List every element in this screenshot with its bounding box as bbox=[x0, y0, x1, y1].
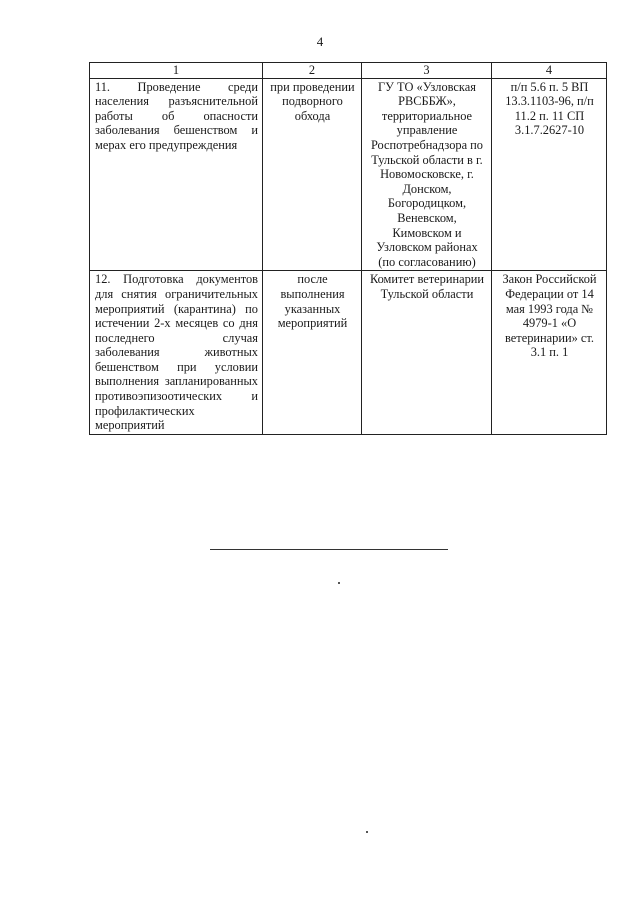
term-cell: при проведении подворного обхода bbox=[263, 78, 362, 271]
event-cell: 11. Проведение среди населения разъяснительной работы об опасности заболевания бешенством и мерах его предупреждения bbox=[90, 78, 263, 271]
responsible-cell: ГУ ТО «Узловская РВСББЖ», территориальное управление Роспотребнадзора по Тульской области в г. Новомосковске, г. Донском, Богородицком, Веневском, Кимовском и Узловском районах (по согласованию) bbox=[362, 78, 492, 271]
responsible-cell: Комитет ветеринарии Тульской области bbox=[362, 271, 492, 435]
term-cell: после выполнения указанных мероприятий bbox=[263, 271, 362, 435]
table-row bbox=[90, 271, 607, 435]
table-row bbox=[90, 78, 607, 271]
column-header-3: 3 bbox=[362, 63, 492, 79]
closing-rule bbox=[210, 549, 448, 550]
basis-cell: Закон Российской Федерации от 14 мая 1993 года № 4979-1 «О ветеринарии» ст. 3.1 п. 1 bbox=[492, 271, 607, 435]
scan-speck bbox=[338, 582, 340, 584]
event-cell: 12. Подготовка документов для снятия ограничительных мероприятий (карантина) по истечении 2-х месяцев со дня последнего случая заболевания животных бешенством при условии выполнения запланированных противоэпизоотических и профилактических мероприятий bbox=[90, 271, 263, 435]
column-header-1: 1 bbox=[90, 63, 263, 79]
page-number: 4 bbox=[316, 34, 324, 49]
column-header-4: 4 bbox=[492, 63, 607, 79]
scan-speck bbox=[366, 831, 368, 833]
column-header-2: 2 bbox=[263, 63, 362, 79]
table-header-row bbox=[90, 63, 607, 79]
basis-cell: п/п 5.6 п. 5 ВП 13.3.1103-96, п/п 11.2 п. 11 СП 3.1.7.2627-10 bbox=[492, 78, 607, 271]
measures-table bbox=[89, 62, 607, 435]
